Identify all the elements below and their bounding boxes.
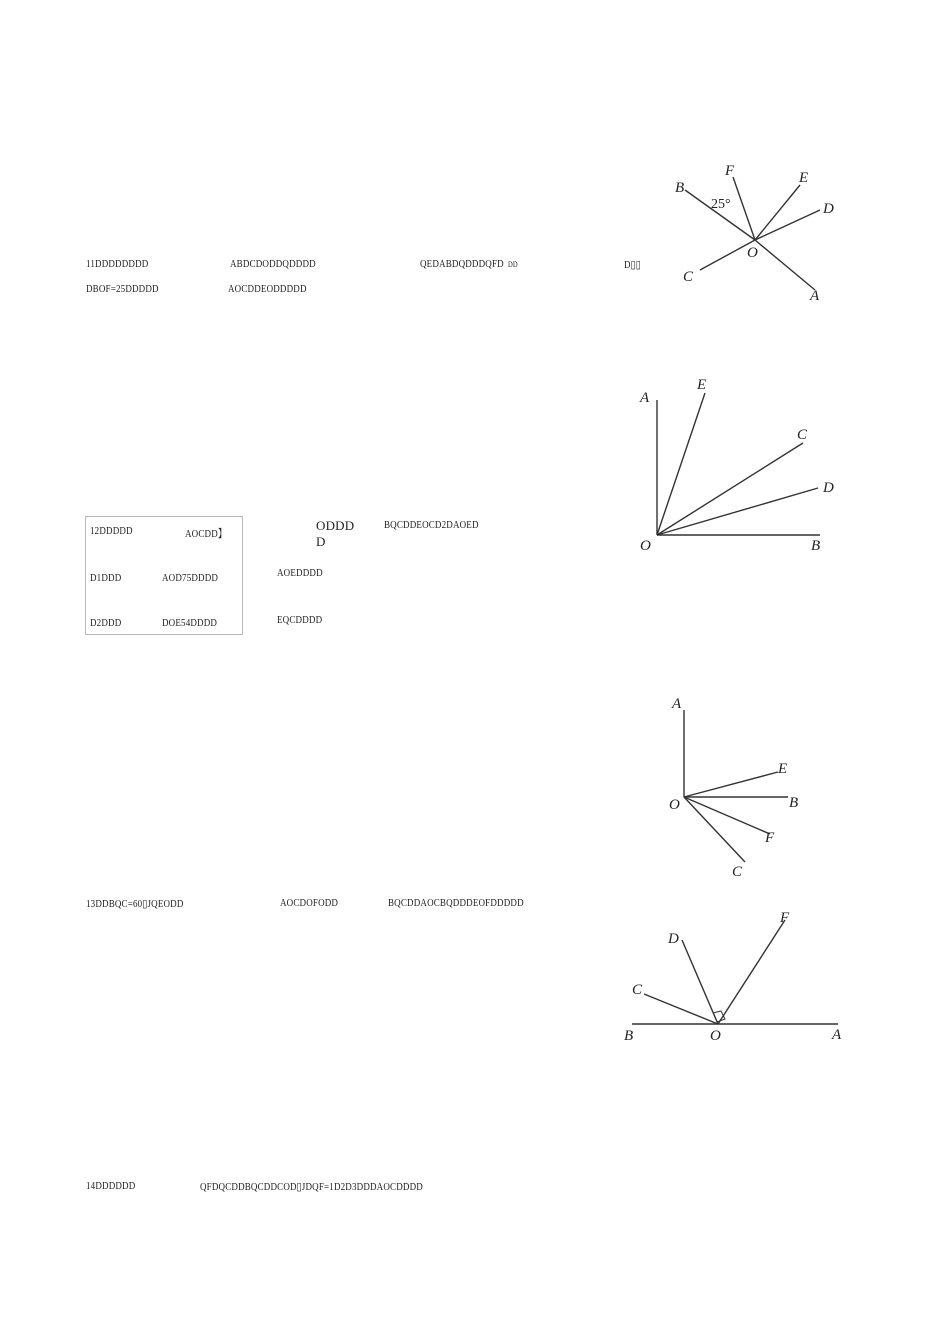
q11-label-f: F — [725, 163, 735, 179]
q11-label-b: B — [675, 180, 685, 196]
q11-text-line2b: AOCDDEODDDDD — [228, 283, 307, 295]
q13-ray-of — [684, 797, 770, 834]
q13-text-part2: AOCDOFODD — [280, 897, 339, 909]
q14-text-part1: 14DDDDDD — [86, 1180, 136, 1192]
q12-row1-b: AOCDD】 — [185, 528, 228, 540]
q11-text-part3: QEDABDQDDDQFD — [420, 258, 504, 270]
q13-label-o: O — [669, 797, 680, 813]
q12-row3-a: D2DDD — [90, 617, 122, 629]
q12-ray-oc — [657, 443, 803, 535]
q13-label-a: A — [672, 696, 682, 712]
q12-ray-oe — [657, 393, 705, 535]
q14-label-b: B — [624, 1028, 634, 1044]
q12-label-a: A — [640, 390, 650, 406]
q11-label-d: D — [823, 201, 834, 217]
q12-row1-d: BQCDDEOCD2DAOED — [384, 519, 479, 531]
q11-ray-od — [755, 210, 820, 240]
q12-row2-c: AOEDDDD — [277, 567, 323, 579]
q13-figure — [660, 692, 830, 882]
q14-label-o: O — [710, 1028, 721, 1044]
q12-label-c: C — [797, 427, 808, 443]
q12-row2-b: AOD75DDDD — [162, 572, 219, 584]
q12-label-b: B — [811, 538, 821, 554]
q13-label-b: B — [789, 795, 799, 811]
q11-text-part1: 11DDDDDDDD — [86, 258, 149, 270]
q14-figure — [620, 908, 850, 1048]
q13-text-part3: BQCDDAOCBQDDDEOFDDDDD — [388, 897, 524, 909]
q11-angle-label: 25° — [711, 197, 731, 212]
q11-label-o: O — [747, 245, 758, 261]
q12-label-d: D — [823, 480, 834, 496]
q12-row2-a: D1DDD — [90, 572, 122, 584]
q13-label-e: E — [778, 761, 788, 777]
q13-ray-oe — [684, 772, 778, 797]
q11-text-line2a: DBOF=25DDDDD — [86, 283, 159, 295]
q11-label-c: C — [683, 269, 694, 285]
q12-row1-a: 12DDDDD — [90, 525, 133, 537]
q14-ray-of — [718, 920, 785, 1024]
q12-label-o: O — [640, 538, 651, 554]
q11-ray-oa — [755, 240, 815, 290]
q14-text-part2: QFDQCDDBQCDDCOD▯ЈDQF=1D2D3DDDAOCDDDD — [200, 1181, 423, 1193]
q11-text-part3b: DD — [508, 260, 518, 269]
q14-label-a: A — [832, 1027, 842, 1043]
q12-label-e: E — [697, 377, 707, 393]
q13-label-c: C — [732, 864, 743, 880]
q11-ray-of — [733, 177, 755, 240]
q13-text-part1: 13DDBQC=60▯ЈQEODD — [86, 898, 184, 910]
q13-label-f: F — [765, 830, 775, 846]
q12-ray-od — [657, 488, 818, 535]
q13-ray-oc — [684, 797, 745, 862]
q12-row3-c: EQCDDDD — [277, 614, 323, 626]
q11-ray-oe — [755, 185, 800, 240]
q14-label-d: D — [668, 931, 679, 947]
q12-figure — [635, 375, 845, 555]
q12-row1-c: ODDD — [316, 518, 355, 533]
q11-text-part2: ABDCDODDQDDDD — [230, 258, 316, 270]
q12-row3-b: DOE54DDDD — [162, 617, 218, 629]
q14-label-f: F — [780, 910, 790, 926]
q11-label-a: A — [810, 288, 820, 304]
q12-row1-c2: D — [316, 534, 326, 549]
q11-text-part4: D▯▯ — [624, 259, 641, 271]
q11-figure — [665, 155, 855, 305]
q14-label-c: C — [632, 982, 643, 998]
q11-label-e: E — [799, 170, 809, 186]
